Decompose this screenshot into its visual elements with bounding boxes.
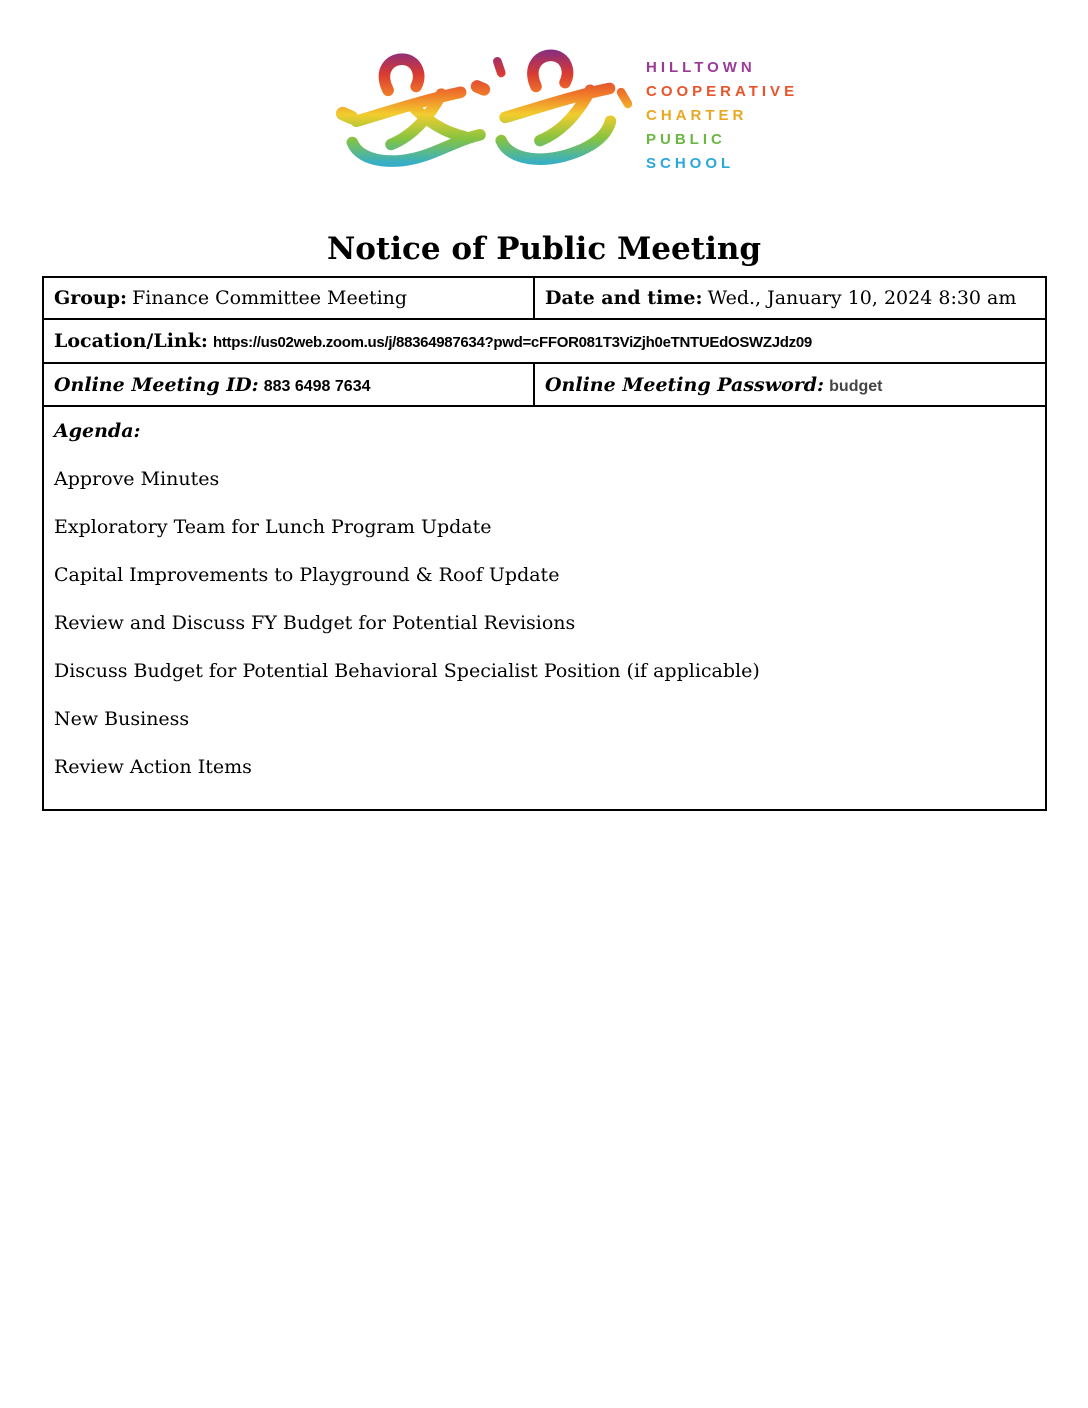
- location-cell: [43, 319, 1046, 363]
- meeting-id-label: Online Meeting ID:: [54, 373, 259, 396]
- school-logo: [318, 42, 799, 187]
- table-row-meeting-id-password: [43, 363, 1046, 406]
- table-row-group-date: [43, 277, 1046, 319]
- meeting-id-cell: [43, 363, 534, 406]
- agenda-item: Review Action Items: [54, 756, 252, 778]
- school-name-line: HILLTOWN: [646, 59, 756, 76]
- agenda-item: New Business: [54, 708, 190, 730]
- datetime-value: Wed., January 10, 2024 8:30 am: [707, 287, 1017, 309]
- school-name-line: CHARTER: [646, 107, 748, 124]
- agenda-item: Capital Improvements to Playground & Roof Update: [54, 564, 560, 586]
- password-cell: [534, 363, 1046, 406]
- page-title: Notice of Public Meeting: [326, 231, 762, 267]
- group-value: Finance Committee Meeting: [132, 287, 408, 309]
- table-row-location: [43, 319, 1046, 363]
- school-name-line: SCHOOL: [646, 155, 735, 172]
- table-row-agenda: [43, 406, 1046, 810]
- group-label: Group:: [54, 287, 128, 309]
- datetime-cell: [534, 277, 1046, 319]
- meeting-id-value: 883 6498 7634: [263, 377, 371, 395]
- agenda-cell: [43, 406, 1046, 810]
- datetime-label: Date and time:: [545, 287, 703, 309]
- agenda-label: Agenda:: [54, 420, 141, 442]
- agenda-item: Review and Discuss FY Budget for Potential Revisions: [54, 612, 576, 634]
- meeting-info-table: [42, 276, 1047, 811]
- dancing-figures-icon: [318, 42, 640, 187]
- location-label: Location/Link:: [54, 330, 208, 352]
- school-name-line: PUBLIC: [646, 131, 726, 148]
- agenda-item: Discuss Budget for Potential Behavioral Specialist Position (if applicable): [54, 660, 760, 682]
- zoom-link: https://us02web.zoom.us/j/88364987634?pwd=cFFOR081T3ViZjh0eTNTUEdOSWZJdz09: [213, 334, 812, 351]
- password-value: budget: [829, 377, 883, 395]
- agenda-item: Exploratory Team for Lunch Program Update: [54, 516, 492, 538]
- agenda-item: Approve Minutes: [54, 468, 220, 490]
- school-name: [646, 56, 798, 176]
- password-label: Online Meeting Password:: [545, 373, 825, 396]
- school-name-line: COOPERATIVE: [646, 83, 799, 100]
- group-cell: [43, 277, 534, 319]
